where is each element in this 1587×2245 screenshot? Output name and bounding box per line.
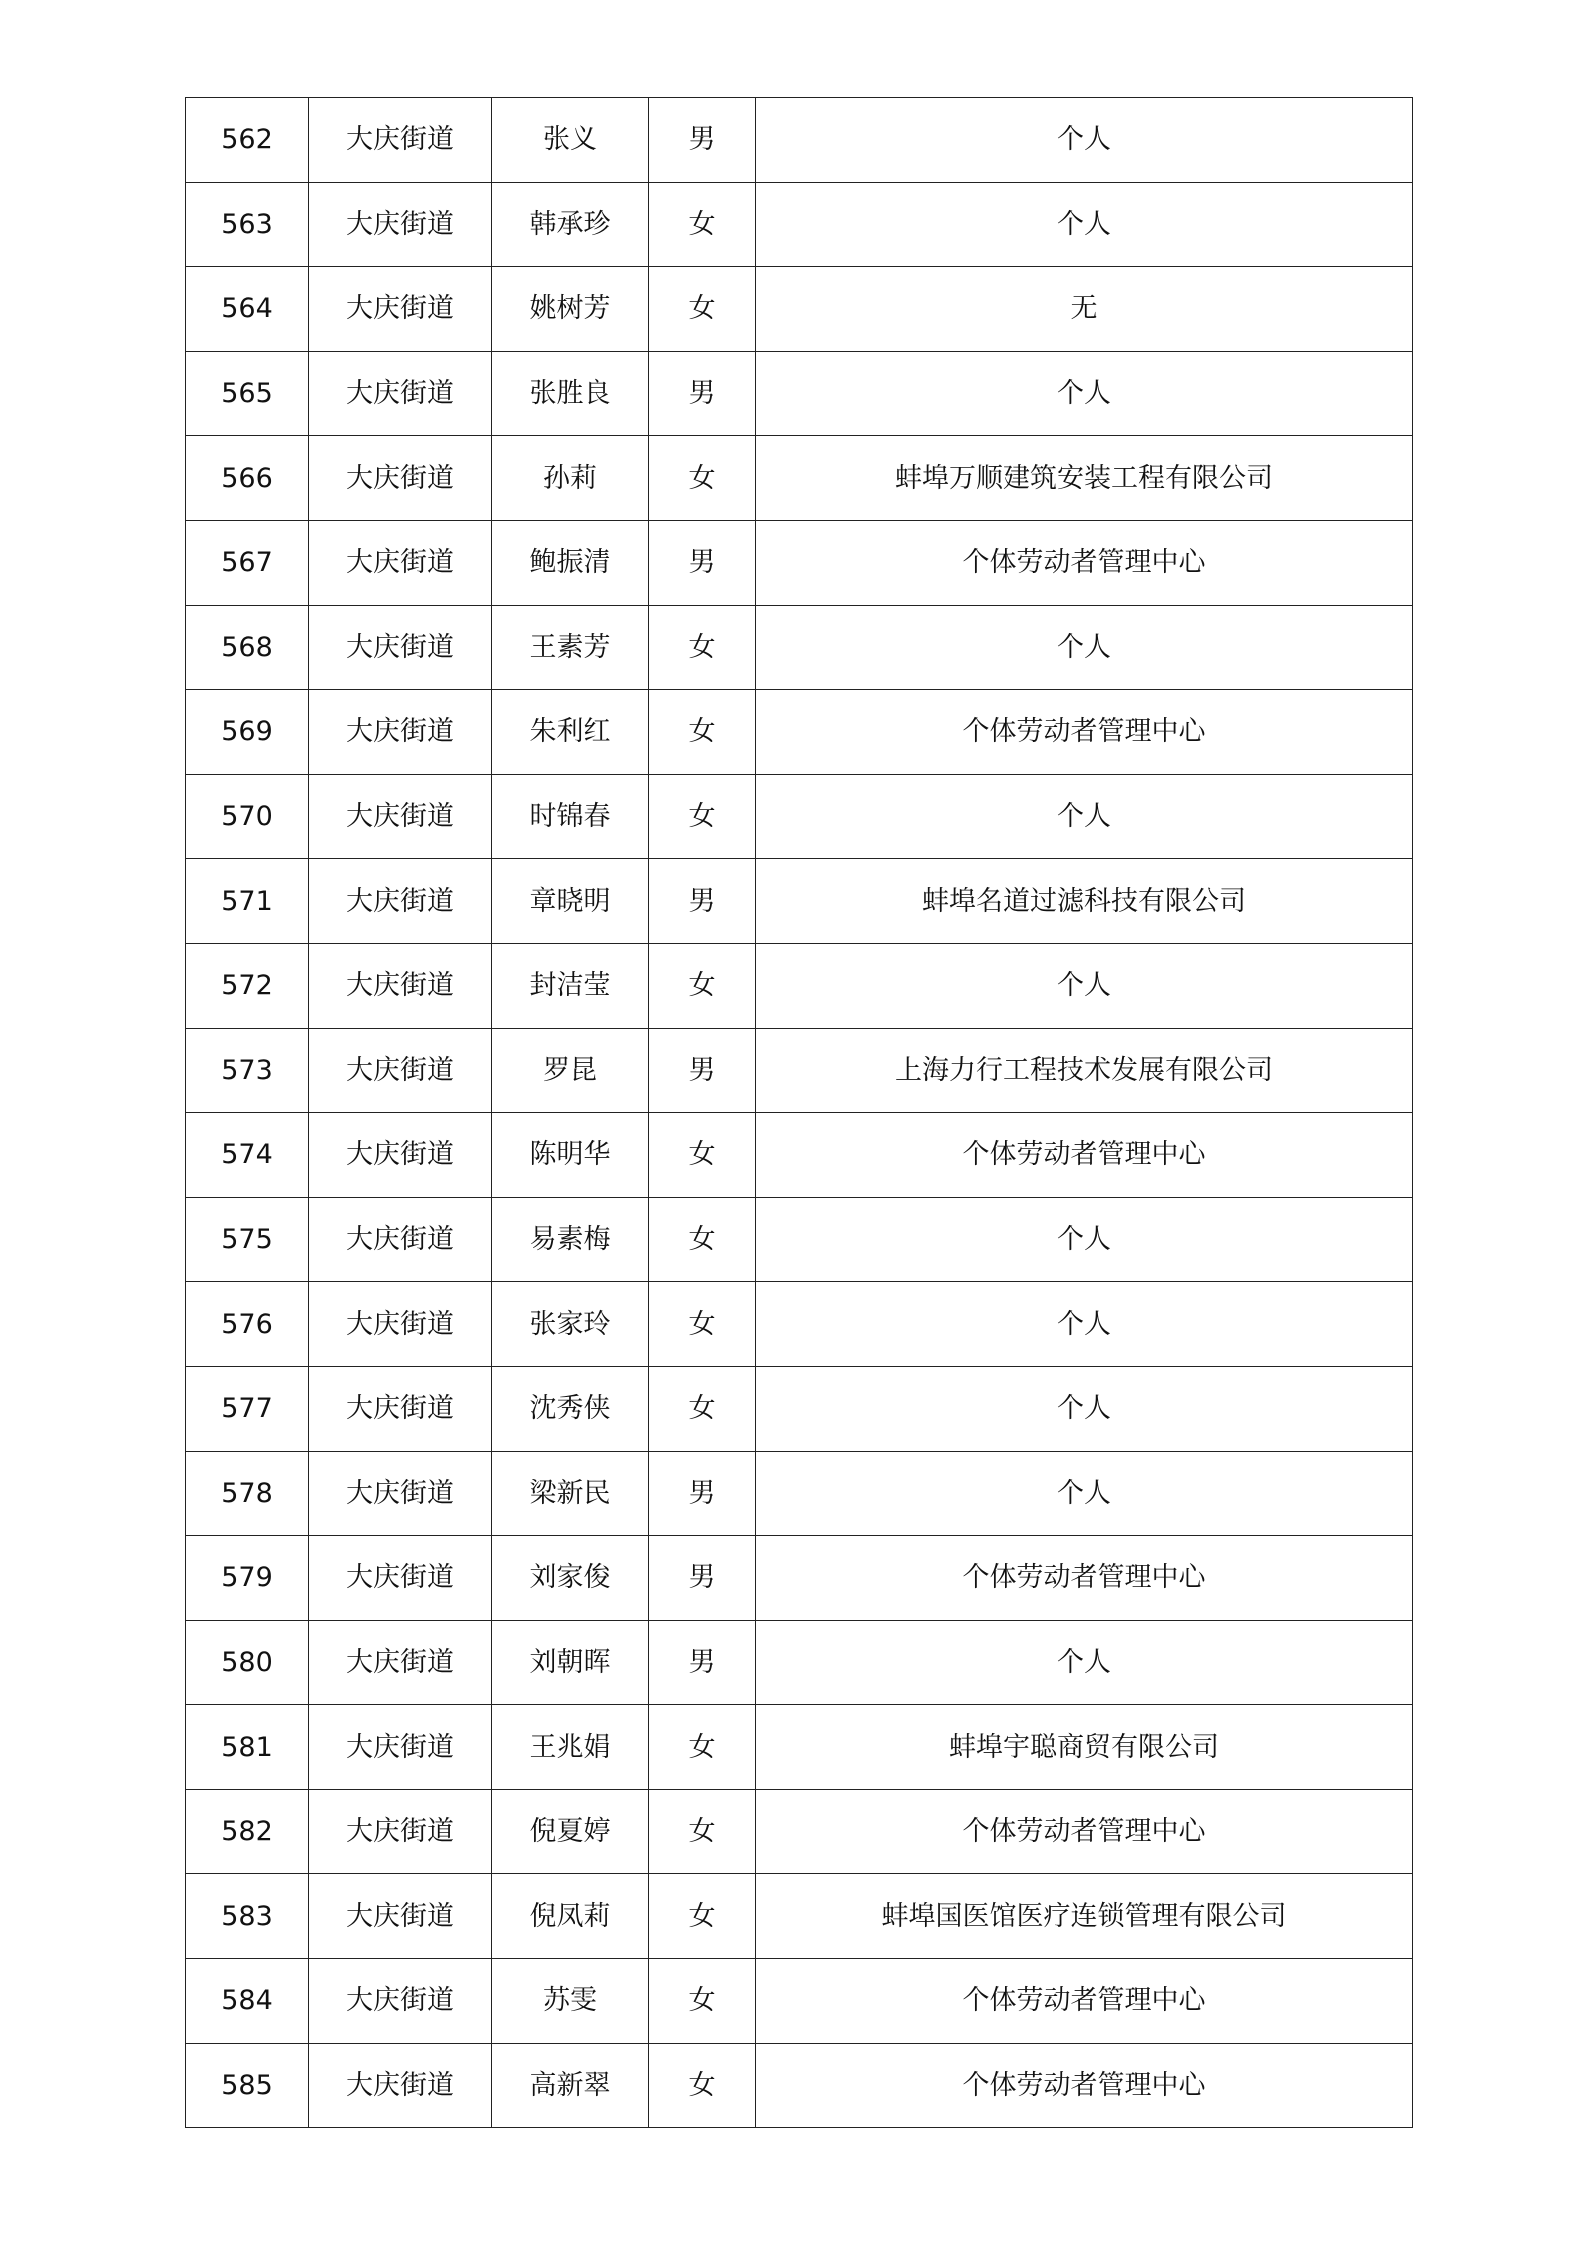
name-cell: 王素芳 [492,605,649,690]
street-cell: 大庆街道 [309,520,492,605]
gender-cell: 女 [649,774,756,859]
street-cell: 大庆街道 [309,436,492,521]
name-cell: 张胜良 [492,351,649,436]
unit-cell: 个人 [756,98,1413,183]
street-cell: 大庆街道 [309,1705,492,1790]
name-cell: 时锦春 [492,774,649,859]
row-number: 581 [186,1705,309,1790]
name-cell: 朱利红 [492,690,649,775]
gender-cell: 男 [649,859,756,944]
gender-cell: 女 [649,1366,756,1451]
name-cell: 罗昆 [492,1028,649,1113]
name-cell: 王兆娟 [492,1705,649,1790]
gender-cell: 女 [649,1197,756,1282]
street-cell: 大庆街道 [309,1536,492,1621]
row-number: 572 [186,943,309,1028]
name-cell: 梁新民 [492,1451,649,1536]
street-cell: 大庆街道 [309,351,492,436]
name-cell: 姚树芳 [492,267,649,352]
name-cell: 陈明华 [492,1113,649,1198]
name-cell: 孙莉 [492,436,649,521]
table-row [186,436,1413,521]
table-row [186,98,1413,183]
gender-cell: 女 [649,943,756,1028]
row-number: 576 [186,1282,309,1367]
row-number: 570 [186,774,309,859]
row-number: 582 [186,1789,309,1874]
street-cell: 大庆街道 [309,859,492,944]
name-cell: 倪夏婷 [492,1789,649,1874]
row-number: 564 [186,267,309,352]
street-cell: 大庆街道 [309,267,492,352]
table-row [186,182,1413,267]
row-number: 578 [186,1451,309,1536]
row-number: 585 [186,2043,309,2128]
row-number: 574 [186,1113,309,1198]
name-cell: 苏雯 [492,1959,649,2044]
name-cell: 封洁莹 [492,943,649,1028]
street-cell: 大庆街道 [309,774,492,859]
street-cell: 大庆街道 [309,1620,492,1705]
unit-cell: 个体劳动者管理中心 [756,1959,1413,2044]
row-number: 584 [186,1959,309,2044]
table-row [186,1366,1413,1451]
table-row [186,690,1413,775]
street-cell: 大庆街道 [309,690,492,775]
table-row [186,267,1413,352]
table-row [186,1620,1413,1705]
row-number: 577 [186,1366,309,1451]
name-cell: 易素梅 [492,1197,649,1282]
row-number: 575 [186,1197,309,1282]
gender-cell: 女 [649,690,756,775]
street-cell: 大庆街道 [309,1874,492,1959]
row-number: 569 [186,690,309,775]
gender-cell: 女 [649,605,756,690]
unit-cell: 个人 [756,1197,1413,1282]
street-cell: 大庆街道 [309,182,492,267]
unit-cell: 个人 [756,1451,1413,1536]
street-cell: 大庆街道 [309,1366,492,1451]
table-row [186,1197,1413,1282]
unit-cell: 个体劳动者管理中心 [756,1789,1413,1874]
gender-cell: 男 [649,351,756,436]
unit-cell: 个人 [756,1282,1413,1367]
gender-cell: 男 [649,1536,756,1621]
street-cell: 大庆街道 [309,605,492,690]
unit-cell: 个人 [756,1620,1413,1705]
table-row [186,1028,1413,1113]
unit-cell: 个体劳动者管理中心 [756,520,1413,605]
table-row [186,351,1413,436]
gender-cell: 男 [649,1620,756,1705]
row-number: 579 [186,1536,309,1621]
table-row [186,2043,1413,2128]
table-row [186,1282,1413,1367]
unit-cell: 无 [756,267,1413,352]
table-row [186,1874,1413,1959]
gender-cell: 女 [649,1705,756,1790]
unit-cell: 个体劳动者管理中心 [756,690,1413,775]
name-cell: 倪凤莉 [492,1874,649,1959]
table-row [186,1789,1413,1874]
table-row [186,1705,1413,1790]
row-number: 571 [186,859,309,944]
street-cell: 大庆街道 [309,98,492,183]
unit-cell: 个体劳动者管理中心 [756,1113,1413,1198]
row-number: 563 [186,182,309,267]
roster-table [185,97,1413,2128]
street-cell: 大庆街道 [309,1113,492,1198]
row-number: 580 [186,1620,309,1705]
row-number: 583 [186,1874,309,1959]
gender-cell: 男 [649,1451,756,1536]
unit-cell: 上海力行工程技术发展有限公司 [756,1028,1413,1113]
unit-cell: 个体劳动者管理中心 [756,2043,1413,2128]
street-cell: 大庆街道 [309,1197,492,1282]
gender-cell: 女 [649,1113,756,1198]
gender-cell: 男 [649,1028,756,1113]
name-cell: 张家玲 [492,1282,649,1367]
roster-body [186,98,1413,2128]
row-number: 566 [186,436,309,521]
street-cell: 大庆街道 [309,943,492,1028]
unit-cell: 个人 [756,1366,1413,1451]
row-number: 565 [186,351,309,436]
unit-cell: 个人 [756,182,1413,267]
row-number: 562 [186,98,309,183]
gender-cell: 女 [649,2043,756,2128]
street-cell: 大庆街道 [309,1959,492,2044]
table-row [186,859,1413,944]
gender-cell: 女 [649,267,756,352]
unit-cell: 蚌埠国医馆医疗连锁管理有限公司 [756,1874,1413,1959]
street-cell: 大庆街道 [309,1028,492,1113]
street-cell: 大庆街道 [309,1451,492,1536]
gender-cell: 男 [649,520,756,605]
table-row [186,943,1413,1028]
name-cell: 张义 [492,98,649,183]
table-row [186,1536,1413,1621]
name-cell: 刘朝晖 [492,1620,649,1705]
street-cell: 大庆街道 [309,2043,492,2128]
unit-cell: 个人 [756,351,1413,436]
street-cell: 大庆街道 [309,1789,492,1874]
name-cell: 鲍振清 [492,520,649,605]
row-number: 573 [186,1028,309,1113]
gender-cell: 女 [649,1282,756,1367]
gender-cell: 女 [649,1874,756,1959]
unit-cell: 蚌埠万顺建筑安装工程有限公司 [756,436,1413,521]
table-row [186,1113,1413,1198]
gender-cell: 女 [649,1959,756,2044]
name-cell: 韩承珍 [492,182,649,267]
table-row [186,520,1413,605]
name-cell: 高新翠 [492,2043,649,2128]
table-row [186,1959,1413,2044]
name-cell: 沈秀侠 [492,1366,649,1451]
table-row [186,1451,1413,1536]
row-number: 567 [186,520,309,605]
gender-cell: 女 [649,182,756,267]
gender-cell: 男 [649,98,756,183]
unit-cell: 个人 [756,774,1413,859]
unit-cell: 个人 [756,943,1413,1028]
gender-cell: 女 [649,436,756,521]
unit-cell: 个人 [756,605,1413,690]
street-cell: 大庆街道 [309,1282,492,1367]
row-number: 568 [186,605,309,690]
table-row [186,774,1413,859]
unit-cell: 个体劳动者管理中心 [756,1536,1413,1621]
name-cell: 刘家俊 [492,1536,649,1621]
gender-cell: 女 [649,1789,756,1874]
unit-cell: 蚌埠名道过滤科技有限公司 [756,859,1413,944]
unit-cell: 蚌埠宇聪商贸有限公司 [756,1705,1413,1790]
name-cell: 章晓明 [492,859,649,944]
table-row [186,605,1413,690]
